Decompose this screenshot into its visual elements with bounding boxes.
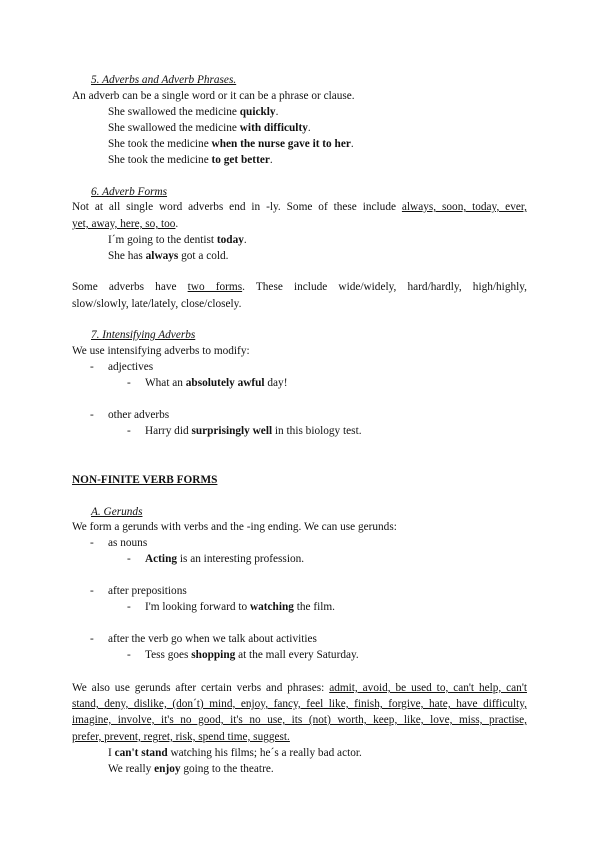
list-item: - other adverbs [90,409,170,421]
list-subitem: - Acting is an interesting profession. [127,553,305,565]
paragraph: An adverb can be a single word or it can be a phrase or clause. [72,90,355,102]
subsection-heading-gerunds: A. Gerunds [91,506,143,518]
example-sentence: She has always got a cold. [108,250,229,262]
example-sentence: She took the medicine to get better. [108,154,273,166]
paragraph-line: imagine, involve, it's no good, it's no use, its (not) worth, keep, like, love, miss, practise, [72,714,527,726]
paragraph-line: prefer, prevent, regret, risk, spend time, suggest. [72,731,290,743]
list-item: - as nouns [90,537,148,549]
list-item: - after prepositions [90,585,187,597]
paragraph-line: We also use gerunds after certain verbs and phrases: admit, avoid, be used to, can't help, can't [72,682,527,694]
bullet-dash: - [90,537,94,549]
bullet-dash: - [90,585,94,597]
list-subitem: - Tess goes shopping at the mall every Saturday. [127,649,359,661]
paragraph-line: slow/slowly, late/lately, close/closely. [72,298,242,310]
section-heading-intensifying-adverbs: 7. Intensifying Adverbs [91,329,196,341]
section-title-non-finite: NON-FINITE VERB FORMS [72,474,218,486]
bullet-dash: - [90,361,94,373]
bullet-dash: - [127,649,131,661]
paragraph-line: yet, away, here, so, too. [72,218,179,230]
example-sentence: She swallowed the medicine quickly. [108,106,279,118]
bullet-dash: - [90,409,94,421]
bullet-dash: - [127,425,131,437]
bullet-dash: - [127,553,131,565]
list-subitem: - What an absolutely awful day! [127,377,288,389]
list-item: - adjectives [90,361,154,373]
bullet-dash: - [127,377,131,389]
section-heading-adverb-forms: 6. Adverb Forms [91,186,168,198]
list-subitem: - Harry did surprisingly well in this biology test. [127,425,362,437]
example-sentence: She took the medicine when the nurse gave it to her. [108,138,354,150]
list-item: - after the verb go when we talk about activities [90,633,317,645]
example-sentence: She swallowed the medicine with difficulty. [108,122,311,134]
bullet-dash: - [127,601,131,613]
paragraph: We form a gerunds with verbs and the -ing ending. We can use gerunds: [72,521,397,533]
section-heading-adverbs: 5. Adverbs and Adverb Phrases. [91,74,237,86]
example-sentence: I´m going to the dentist today. [108,234,247,246]
example-sentence: I can't stand watching his films; he´s a really bad actor. [108,747,362,759]
paragraph-line: Not at all single word adverbs end in -ly. Some of these include always, soon, today, ever, [72,201,527,213]
paragraph: We use intensifying adverbs to modify: [72,345,250,357]
paragraph-line: Some adverbs have two forms. These include wide/widely, hard/hardly, high/highly, [72,281,527,293]
bullet-dash: - [90,633,94,645]
example-sentence: We really enjoy going to the theatre. [108,763,274,775]
paragraph-line: stand, deny, dislike, (don´t) mind, enjoy, fancy, feel like, finish, forgive, hate, have difficulty, [72,698,527,710]
list-subitem: - I'm looking forward to watching the film. [127,601,335,613]
